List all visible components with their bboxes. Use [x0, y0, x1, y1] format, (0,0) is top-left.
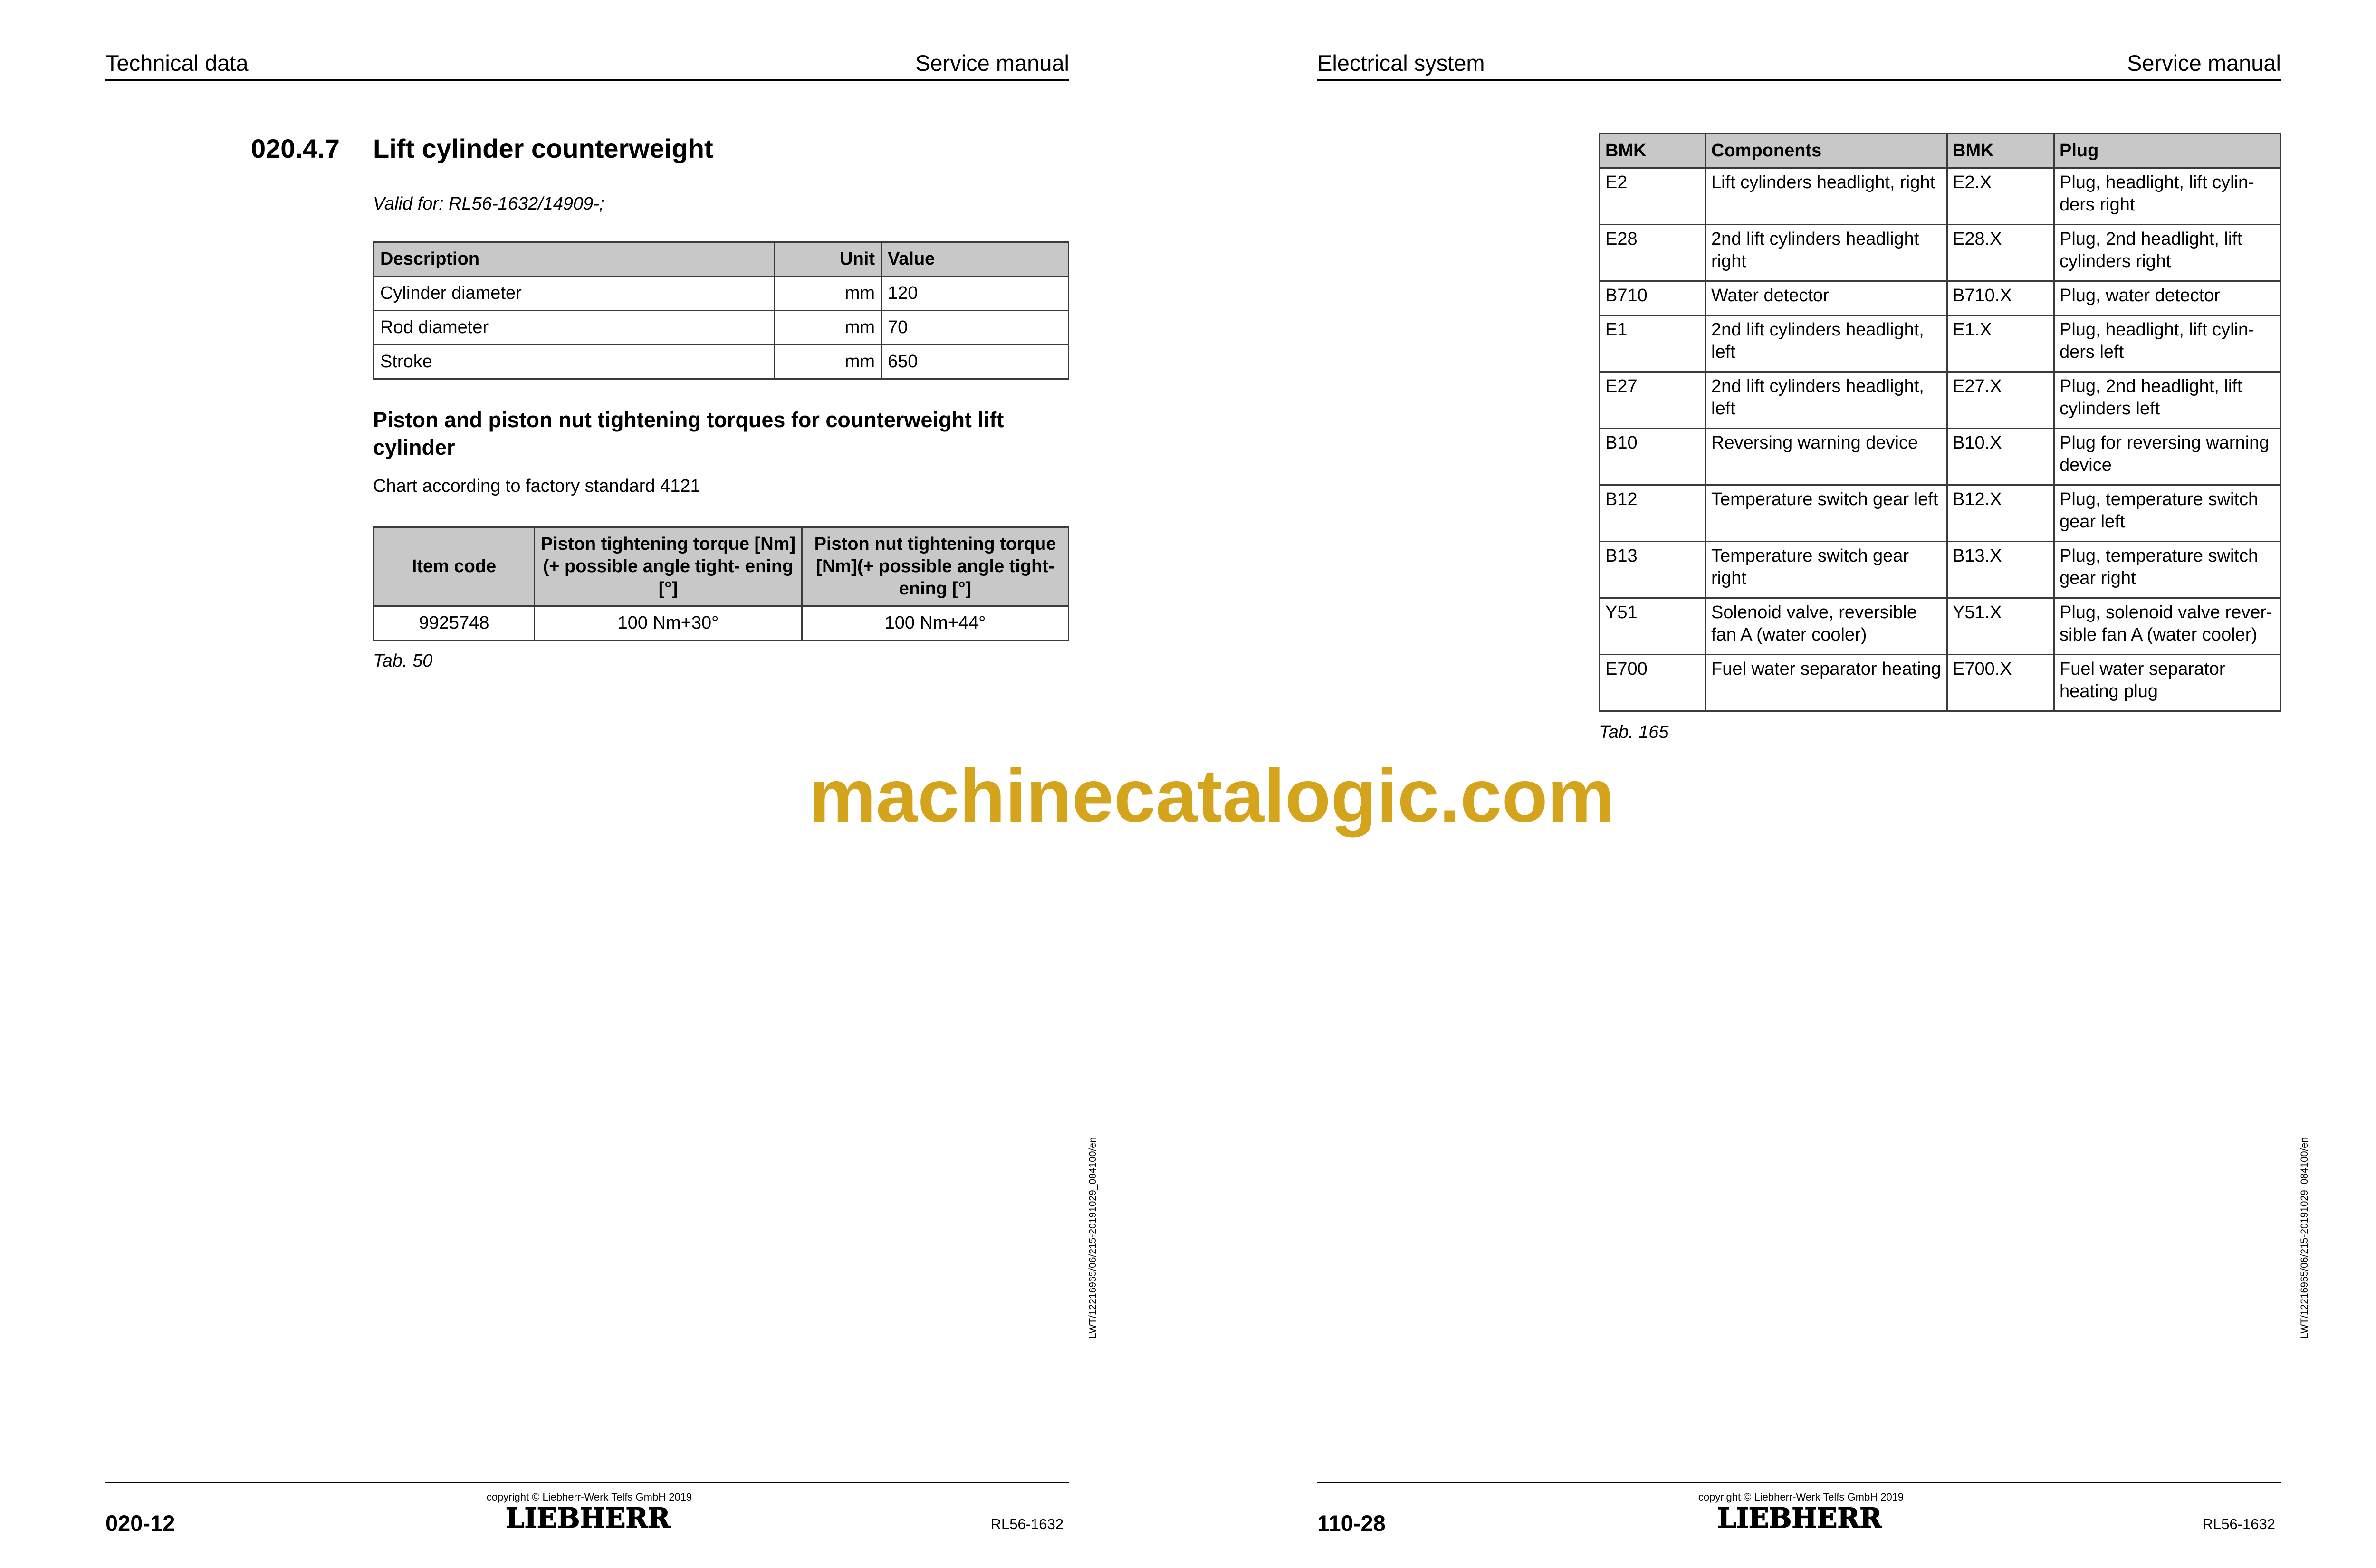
table-row: [1600, 655, 2280, 711]
table-cell: Fuel water separator heating: [1706, 655, 1947, 711]
table-cell: Stroke: [374, 345, 775, 379]
table-cell: E1.X: [1947, 316, 2054, 372]
valid-for-note: Valid for: RL56-1632/14909-;: [373, 194, 604, 214]
table-cell: B13: [1600, 542, 1706, 598]
table-cell: 70: [881, 311, 1069, 345]
table-header-row: [1600, 134, 2280, 168]
table-cell: mm: [775, 277, 881, 311]
document-code-text: LWT/12216965/06/215-20191029_084100/en: [2299, 1137, 2310, 1339]
table-cell: E28.X: [1947, 225, 2054, 281]
table-row: [1600, 372, 2280, 429]
table-row: [1600, 281, 2280, 316]
table-caption: Tab. 165: [1599, 722, 1669, 742]
column-header: Description: [374, 242, 775, 277]
table-row: [1600, 225, 2280, 281]
header-manual-type: Service manual: [915, 50, 1069, 76]
torque-table: [373, 526, 1069, 641]
header-chapter: Electrical system: [1317, 50, 1485, 76]
table-cell: Plug, 2nd headlight, lift cylinders right: [2054, 225, 2280, 281]
logo-text: LIEBHERR: [1717, 1504, 1882, 1530]
spec-table: [373, 241, 1069, 380]
table-cell: 2nd lift cylinders headlight right: [1706, 225, 1947, 281]
chart-note: Chart according to factory standard 4121: [373, 476, 700, 496]
table-cell: Plug, solenoid valve rever- sible fan A (water cooler): [2054, 598, 2280, 655]
section-number: 020.4.7: [251, 134, 340, 163]
copyright-notice: copyright © Liebherr-Werk Telfs GmbH 2019: [1698, 1491, 1904, 1503]
table-cell: B13.X: [1947, 542, 2054, 598]
table-cell: Temperature switch gear right: [1706, 542, 1947, 598]
table-cell: 100 Nm+30°: [535, 606, 802, 641]
table-cell: 2nd lift cylinders headlight, left: [1706, 372, 1947, 429]
table-cell: Reversing warning device: [1706, 429, 1947, 485]
table-cell: B710.X: [1947, 281, 2054, 316]
column-header: Piston tightening torque [Nm](+ possible angle tight- ening [°]: [535, 527, 802, 606]
table-header-row: [374, 527, 1069, 606]
column-header: Components: [1706, 134, 1947, 168]
bmk-table: [1599, 133, 2281, 712]
footer-rule: [105, 1482, 1069, 1483]
table-cell: B12.X: [1947, 485, 2054, 542]
table-cell: Plug, 2nd headlight, lift cylinders left: [2054, 372, 2280, 429]
table-row: [374, 311, 1069, 345]
table-cell: Plug, water detector: [2054, 281, 2280, 316]
table-row: [1600, 429, 2280, 485]
table-cell: B710: [1600, 281, 1706, 316]
section-title: Lift cylinder counterweight: [373, 134, 713, 163]
table-row: [374, 345, 1069, 379]
table-cell: Plug for reversing warning device: [2054, 429, 2280, 485]
table-cell: Temperature switch gear left: [1706, 485, 1947, 542]
table-cell: Plug, temperature switch gear left: [2054, 485, 2280, 542]
table-cell: mm: [775, 345, 881, 379]
table-cell: E27: [1600, 372, 1706, 429]
table-cell: E1: [1600, 316, 1706, 372]
table-header-row: [374, 242, 1069, 277]
table-cell: Y51.X: [1947, 598, 2054, 655]
table-caption: Tab. 50: [373, 651, 433, 671]
table-cell: 2nd lift cylinders headlight, left: [1706, 316, 1947, 372]
table-row: [1600, 485, 2280, 542]
header-chapter: Technical data: [105, 50, 249, 76]
table-cell: E700: [1600, 655, 1706, 711]
column-header: Unit: [775, 242, 881, 277]
table-cell: mm: [775, 311, 881, 345]
document-code: [2298, 1124, 2312, 1352]
column-header: BMK: [1600, 134, 1706, 168]
logo-text: LIEBHERR: [506, 1504, 671, 1530]
column-header: Plug: [2054, 134, 2280, 168]
table-cell: Lift cylinders headlight, right: [1706, 168, 1947, 225]
model-code: RL56-1632: [2202, 1516, 2275, 1532]
table-cell: B12: [1600, 485, 1706, 542]
table-cell: E2: [1600, 168, 1706, 225]
table-cell: E27.X: [1947, 372, 2054, 429]
header-manual-type: Service manual: [2127, 50, 2281, 76]
table-row: [1600, 542, 2280, 598]
column-header: BMK: [1947, 134, 2054, 168]
column-header: Item code: [374, 527, 535, 606]
column-header: Value: [881, 242, 1069, 277]
table-cell: 650: [881, 345, 1069, 379]
model-code: RL56-1632: [990, 1516, 1063, 1532]
table-row: [374, 277, 1069, 311]
table-cell: Fuel water separator heating plug: [2054, 655, 2280, 711]
sub-heading: Piston and piston nut tightening torques for counterweight lift cylinder: [373, 408, 1004, 459]
header-rule: [105, 79, 1069, 81]
document-code-text: LWT/12216965/06/215-20191029_084100/en: [1087, 1137, 1098, 1339]
table-cell: E28: [1600, 225, 1706, 281]
table-cell: B10: [1600, 429, 1706, 485]
table-cell: E2.X: [1947, 168, 2054, 225]
table-cell: Plug, headlight, lift cylin- ders right: [2054, 168, 2280, 225]
table-cell: 9925748: [374, 606, 535, 641]
table-cell: E700.X: [1947, 655, 2054, 711]
table-cell: Water detector: [1706, 281, 1947, 316]
table-cell: 100 Nm+44°: [802, 606, 1069, 641]
liebherr-logo: [1716, 1504, 1883, 1530]
table-cell: B10.X: [1947, 429, 2054, 485]
table-cell: Y51: [1600, 598, 1706, 655]
table-cell: Rod diameter: [374, 311, 775, 345]
table-cell: Plug, temperature switch gear right: [2054, 542, 2280, 598]
table-row: [1600, 316, 2280, 372]
table-row: [1600, 598, 2280, 655]
table-row: [374, 606, 1069, 641]
watermark: machinecatalogic.com: [809, 754, 1615, 838]
footer-rule: [1317, 1482, 2281, 1483]
table-cell: Solenoid valve, reversible fan A (water cooler): [1706, 598, 1947, 655]
page-number: 020-12: [105, 1511, 175, 1536]
liebherr-logo: [505, 1504, 671, 1530]
header-rule: [1317, 79, 2281, 81]
table-row: [1600, 168, 2280, 225]
copyright-notice: copyright © Liebherr-Werk Telfs GmbH 2019: [486, 1491, 692, 1503]
table-cell: Plug, headlight, lift cylin- ders left: [2054, 316, 2280, 372]
page-number: 110-28: [1317, 1511, 1386, 1536]
table-cell: Cylinder diameter: [374, 277, 775, 311]
column-header: Piston nut tightening torque [Nm](+ possible angle tight- ening [°]: [802, 527, 1069, 606]
document-code: [1086, 1124, 1100, 1352]
table-cell: 120: [881, 277, 1069, 311]
